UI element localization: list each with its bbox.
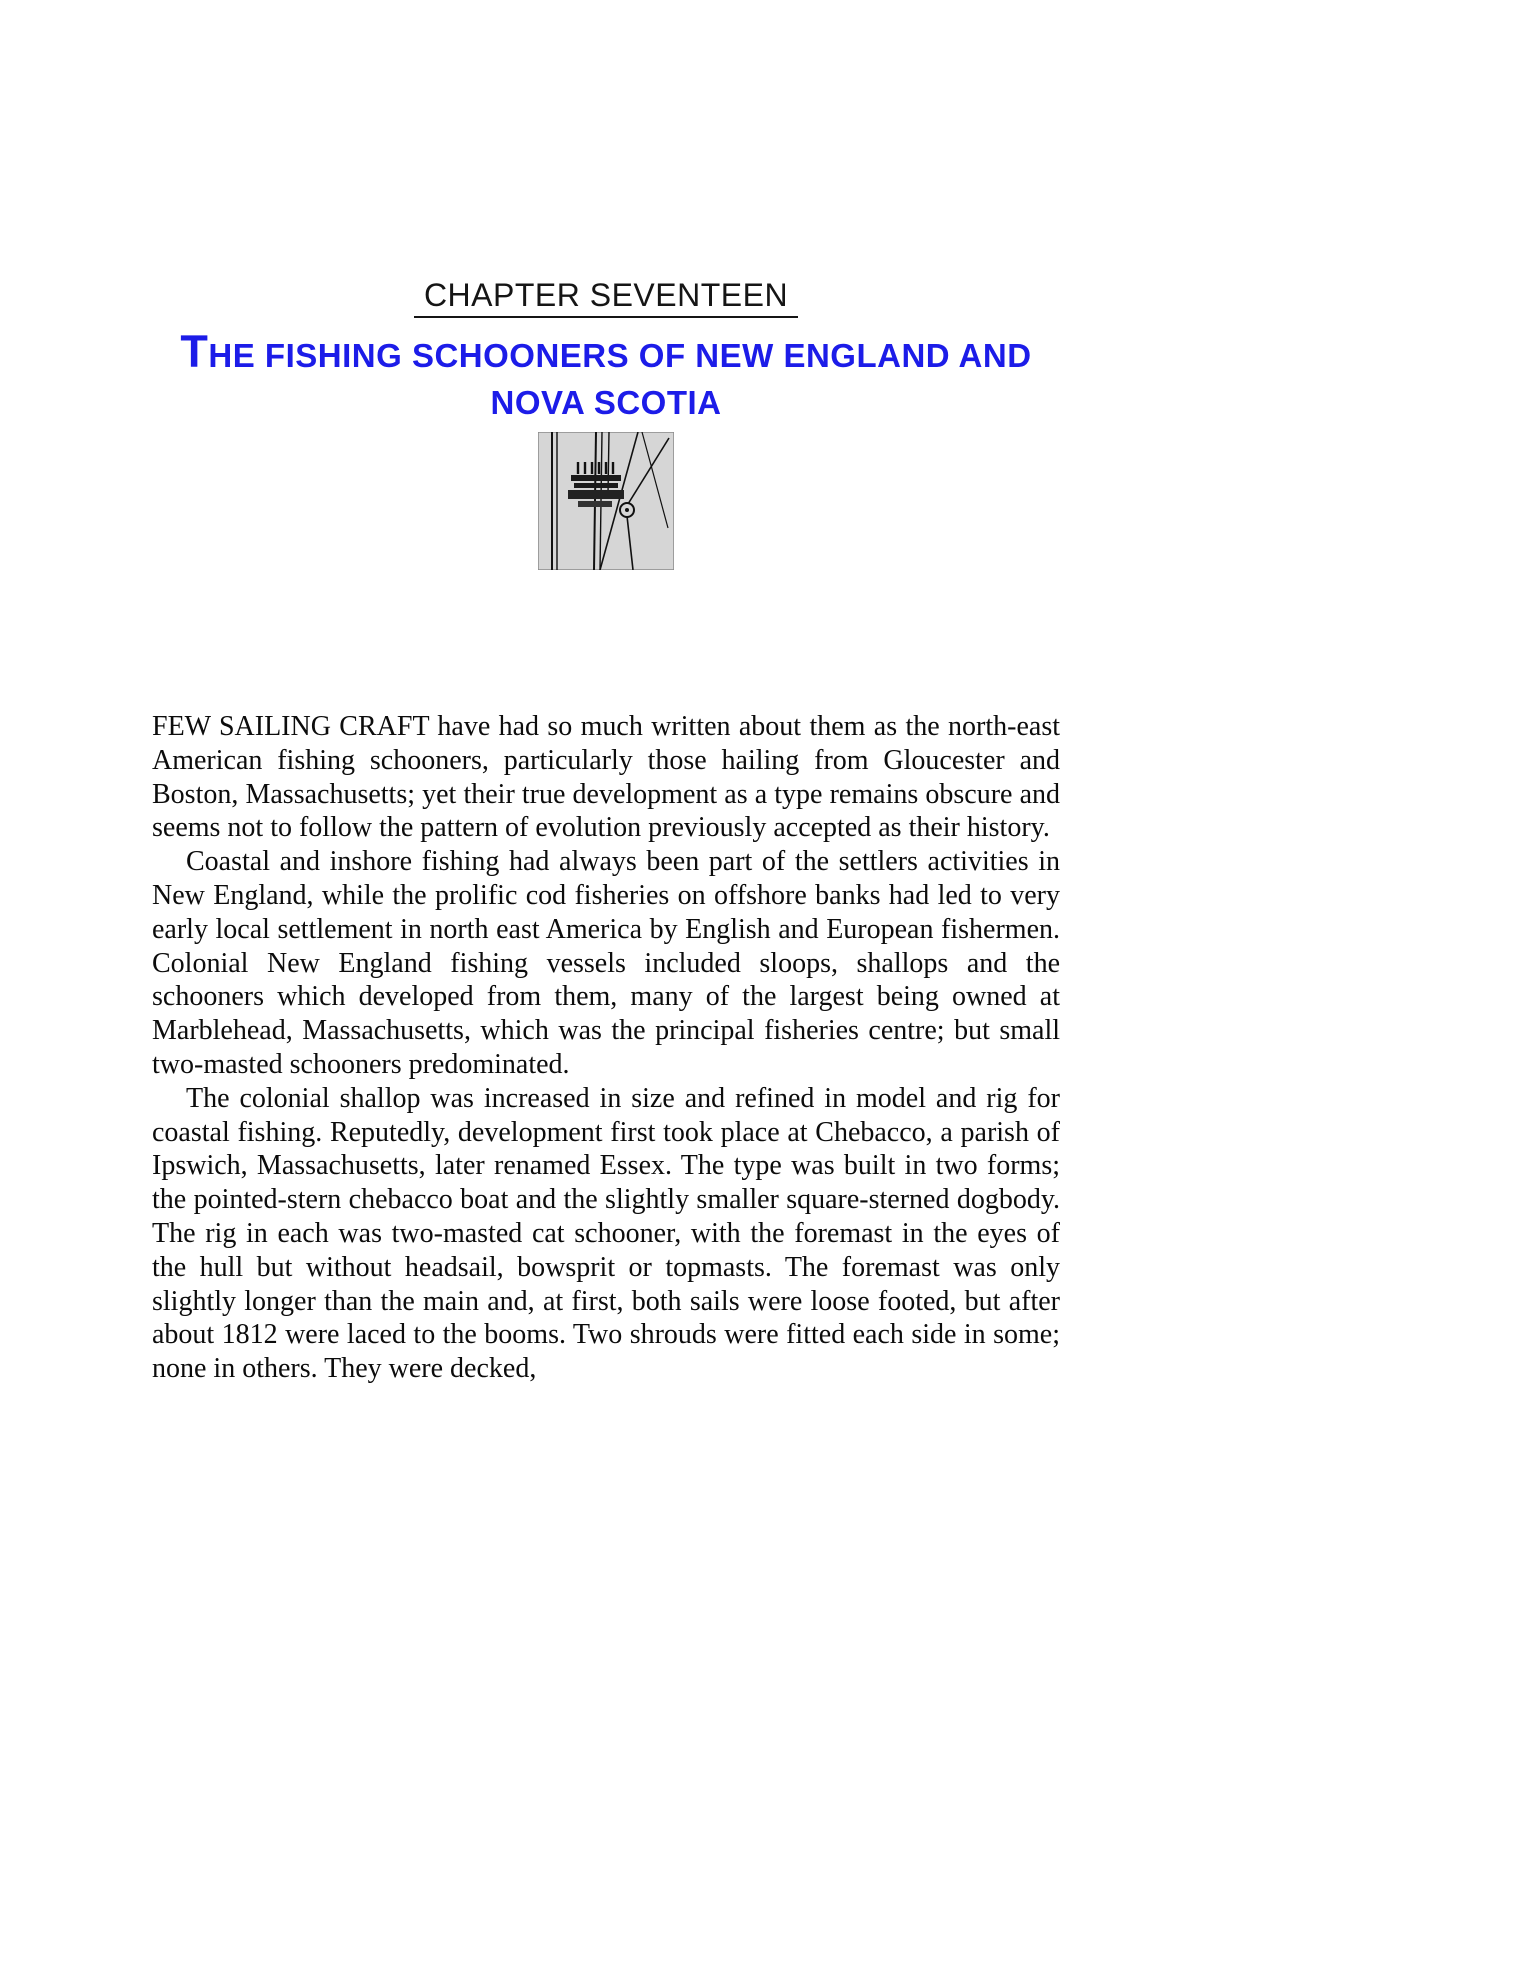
title-line-1-text: HE FISHING SCHOONERS OF NEW ENGLAND AND: [208, 337, 1032, 374]
mast-rigging-drawing-svg: [538, 432, 674, 570]
page-title: [152, 328, 1060, 426]
page-content-column: [152, 0, 1060, 1386]
title-line-2: NOVA SCOTIA: [490, 384, 722, 421]
paragraph-3: The colonial shallop was increased in size and refined in model and rig for coastal fishing. Reputedly, development first took place at Chebacco, a parish of Ipswich, Massachusetts, later renamed Essex. The type was built in two forms; the pointed-stern chebacco boat and the slightly smaller square-sterned dogbody. The rig in each was two-masted cat schooner, with the foremast in the eyes of the hull but without headsail, bowsprit or topmasts. The foremast was only slightly longer than the main and, at first, both sails were loose footed, but after about 1812 were laced to the booms. Two shrouds were fitted each side in some; none in others. They were decked,: [152, 1082, 1060, 1385]
chapter-heading-text: CHAPTER SEVENTEEN: [414, 276, 798, 318]
paragraph-2: Coastal and inshore fishing had always been part of the settlers activities in New England, while the prolific cod fisheries on offshore banks had led to very early local settlement in north east America by English and European fishermen. Colonial New England fishing vessels included sloops, shallops and the schooners which developed from them, many of the largest being owned at Marblehead, Massachusetts, which was the principal fisheries centre; but small two-masted schooners predominated.: [152, 846, 1060, 1080]
paragraph-1: FEW SAILING CRAFT have had so much written about them as the north-east American fishing schooners, particularly those hailing from Gloucester and Boston, Massachusetts; yet their true development as a type remains obscure and seems not to follow the pattern of evolution previously accepted as their history.: [152, 711, 1060, 844]
body-text: [152, 710, 1060, 1386]
title-lead-letter: T: [180, 326, 209, 377]
mast-rigging-illustration: [538, 432, 674, 570]
chapter-heading: [152, 276, 1060, 318]
title-line-1: [152, 328, 1060, 379]
